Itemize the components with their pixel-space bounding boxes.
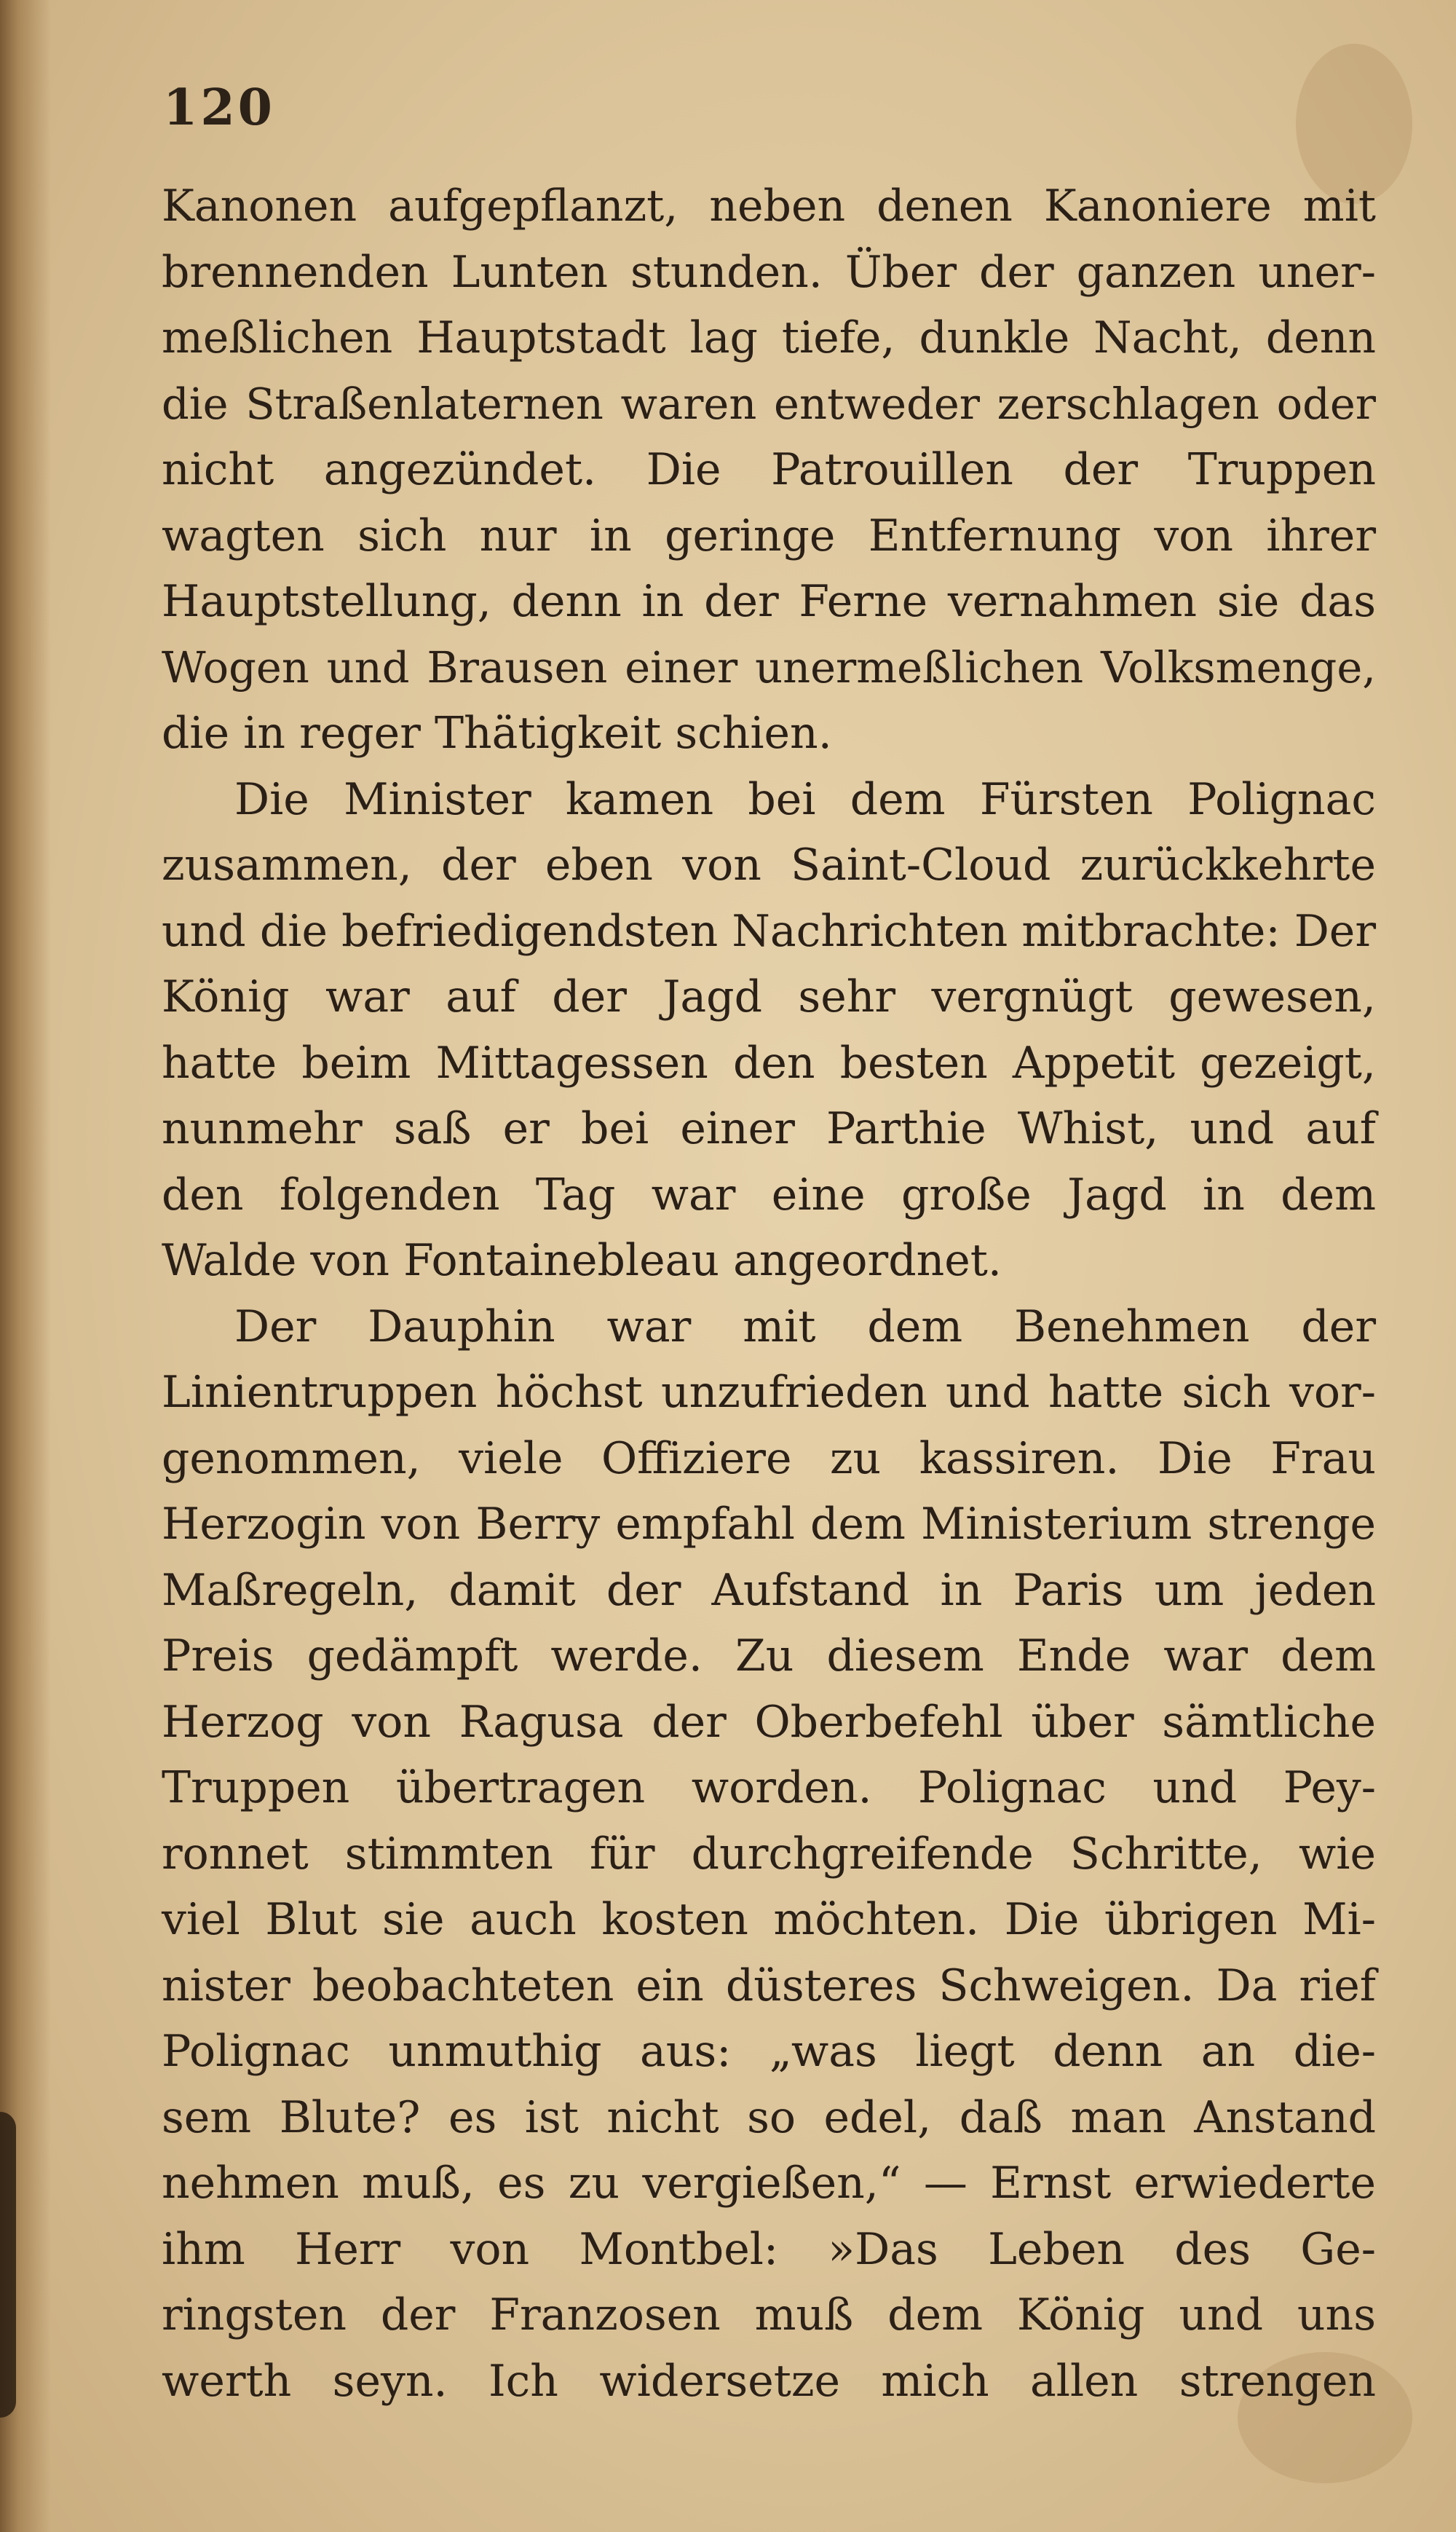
binding-shadow <box>0 2112 16 2418</box>
text-line: ihm Herr von Montbel: »Das Leben des Ge- <box>162 2223 1376 2275</box>
text-line: nunmehr saß er bei einer Parthie Whist, und auf <box>162 1103 1376 1154</box>
text-line: Linientruppen höchst unzufrieden und hatte sich vor- <box>162 1367 1376 1418</box>
text-line: Wogen und Brausen einer unermeßlichen Volksmenge, <box>162 642 1376 693</box>
text-line: Polignac unmuthig aus: „was liegt denn an die- <box>162 2026 1376 2077</box>
text-line: Kanonen aufgepflanzt, neben denen Kanoniere mit <box>162 181 1376 232</box>
text-line: Der Dauphin war mit dem Benehmen der <box>234 1301 1376 1352</box>
text-line: Walde von Fontainebleau angeordnet. <box>162 1235 1002 1286</box>
text-line: die Straßenlaternen waren entweder zerschlagen oder <box>162 378 1376 429</box>
text-line: Herzog von Ragusa der Oberbefehl über sämtliche <box>162 1696 1376 1748</box>
text-line: und die befriedigendsten Nachrichten mitbrachte: Der <box>162 905 1376 957</box>
text-line: sem Blute? es ist nicht so edel, daß man Anstand <box>162 2091 1376 2143</box>
text-line: König war auf der Jagd sehr vergnügt gewesen, <box>162 971 1376 1022</box>
text-line: Hauptstellung, denn in der Ferne vernahmen sie das <box>162 576 1376 627</box>
text-line: Preis gedämpft werde. Zu diesem Ende war dem <box>162 1630 1376 1681</box>
body-text <box>162 173 1376 2414</box>
text-line: nehmen muß, es zu vergießen,“ — Ernst erwiederte <box>162 2158 1376 2209</box>
text-line: brennenden Lunten stunden. Über der ganzen uner- <box>162 246 1376 298</box>
text-line: nicht angezündet. Die Patrouillen der Truppen <box>162 444 1376 495</box>
text-line: nister beobachteten ein düsteres Schweigen. Da rief <box>162 1960 1376 2011</box>
text-line: zusammen, der eben von Saint-Cloud zurückkehrte <box>162 840 1376 891</box>
text-line: wagten sich nur in geringe Entfernung von ihrer <box>162 510 1376 561</box>
text-line: meßlichen Hauptstadt lag tiefe, dunkle Nacht, denn <box>162 312 1376 363</box>
text-line: Herzogin von Berry empfahl dem Ministerium strenge <box>162 1499 1376 1550</box>
text-line: werth seyn. Ich widersetze mich allen strengen <box>162 2355 1376 2407</box>
text-line: Truppen übertragen worden. Polignac und Pey- <box>162 1762 1376 1813</box>
text-line: ronnet stimmten für durchgreifende Schritte, wie <box>162 1828 1376 1880</box>
text-line: die in reger Thätigkeit schien. <box>162 708 832 759</box>
page-number: 120 <box>163 79 275 137</box>
text-line: ringsten der Franzosen muß dem König und uns <box>162 2290 1376 2340</box>
text-line: viel Blut sie auch kosten möchten. Die übrigen Mi- <box>162 1894 1376 1945</box>
text-line: Maßregeln, damit der Aufstand in Paris um jeden <box>162 1564 1376 1616</box>
text-line: hatte beim Mittagessen den besten Appetit gezeigt, <box>162 1037 1376 1089</box>
text-line: Die Minister kamen bei dem Fürsten Polignac <box>234 773 1376 825</box>
text-line: den folgenden Tag war eine große Jagd in dem <box>162 1169 1376 1220</box>
text-line: genommen, viele Offiziere zu kassiren. Die Frau <box>162 1432 1376 1484</box>
